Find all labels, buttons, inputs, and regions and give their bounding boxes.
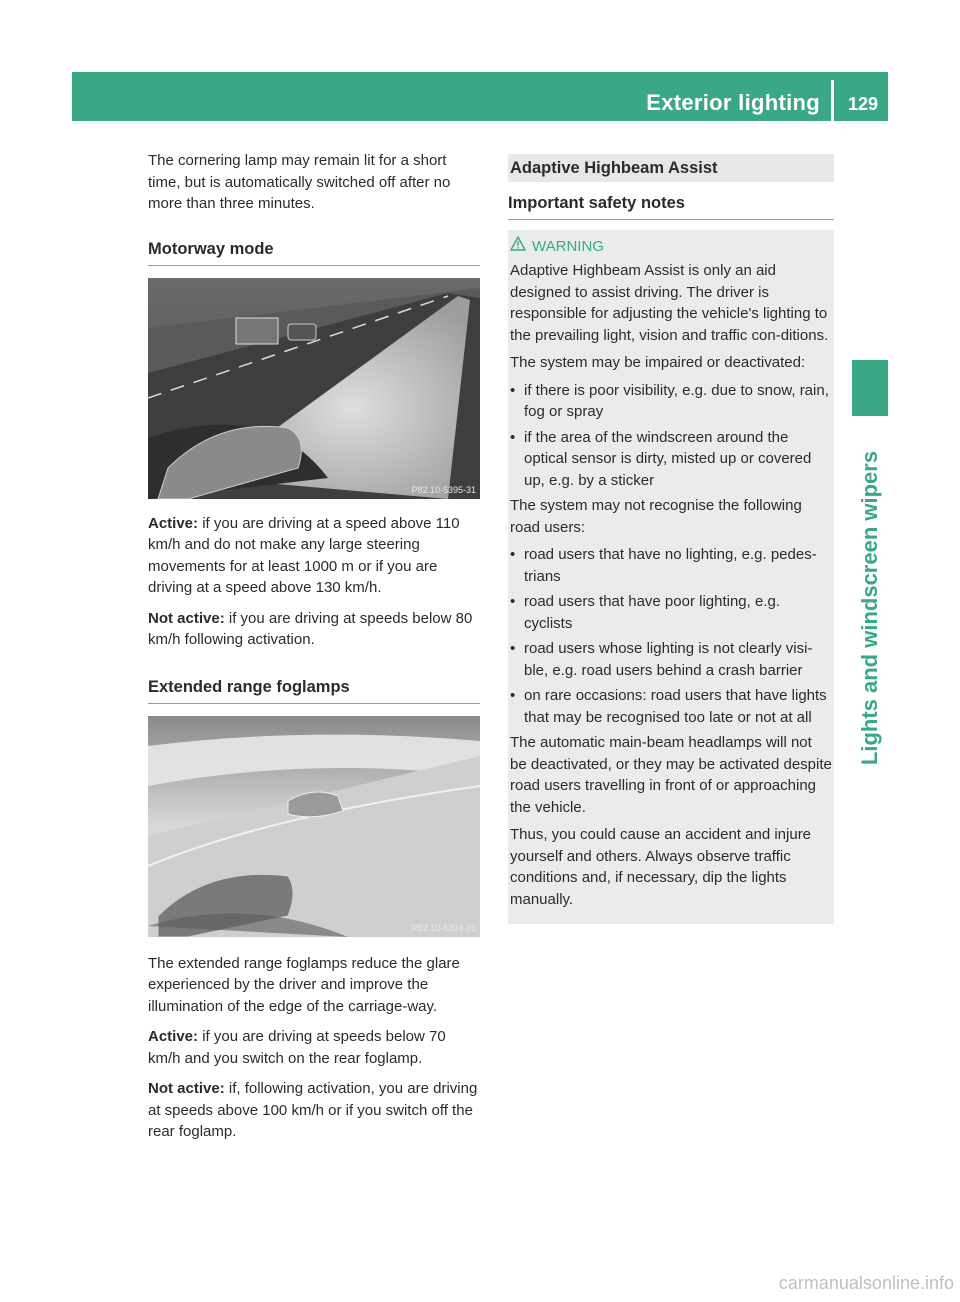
motorway-mode-illustration	[148, 278, 480, 499]
warning-paragraph: The system may be impaired or deactivated:	[510, 354, 806, 371]
page-header	[72, 72, 888, 121]
side-tab-label: Lights and windscreen wipers	[857, 450, 882, 766]
figure-code: P82.10-5395-31	[411, 484, 476, 495]
warning-header	[510, 236, 832, 256]
chapter-title: Exterior lighting	[646, 90, 820, 115]
motorway-active-text: Active: if you are driving at a speed above 110 km/h and do not make any large steering movements for at least 1000 m or if you are driving at a speed above 130 km/h.	[148, 514, 460, 596]
foglamps-active-text: Active: if you are driving at speeds below 70 km/h and you switch on the rear foglamp.	[148, 1028, 446, 1067]
list-item: • road users that have poor lighting, e.g. cyclists	[510, 591, 832, 634]
safety-notes-heading: Important safety notes	[508, 194, 834, 220]
list-item: • on rare occasions: road users that have lights that may be recognised too late or not at all	[510, 685, 832, 728]
watermark: carmanualsonline.info	[778, 1273, 954, 1293]
section-title-bar	[508, 154, 834, 182]
figure-code: P82.10-5394-31	[411, 922, 476, 933]
foglamps-illustration	[148, 716, 480, 937]
cornering-lamp-text: The cornering lamp may remain lit for a short time, but is automatically switched off after no more than three minutes.	[148, 152, 451, 212]
warning-box	[508, 230, 834, 924]
warning-paragraph: The automatic main-beam headlamps will not be deactivated, or they may be activated despite road users travelling in front of or approaching the vehicle.	[510, 734, 832, 816]
warning-triangle-icon	[510, 236, 526, 256]
warning-paragraph: Adaptive Highbeam Assist is only an aid designed to assist driving. The driver is responsible for adjusting the vehicle's lighting to the prevailing light, vision and traffic con-ditions.	[510, 262, 829, 344]
list-item: • road users whose lighting is not clearly visi-ble, e.g. road users behind a crash barrier	[510, 638, 832, 681]
warning-title: WARNING	[532, 237, 604, 255]
foglamps-description: The extended range foglamps reduce the glare experienced by the driver and improve the illumination of the edge of the carriage-way.	[148, 954, 460, 1015]
motorway-mode-heading: Motorway mode	[148, 240, 480, 266]
left-column	[148, 150, 480, 1152]
header-divider	[831, 80, 834, 121]
warning-paragraph: Thus, you could cause an accident and injure yourself and others. Always observe traffic conditions and, if necessary, dip the lights manually.	[510, 826, 812, 908]
warning-paragraph: The system may not recognise the following road users:	[510, 497, 802, 536]
page-number: 129	[847, 94, 878, 114]
list-item: • if there is poor visibility, e.g. due to snow, rain, fog or spray	[510, 380, 832, 423]
foglamps-not-active-text: Not active: if, following activation, you are driving at speeds above 100 km/h or if you switch off the rear foglamp.	[148, 1080, 478, 1140]
right-column	[508, 154, 834, 924]
section-title: Adaptive Highbeam Assist	[510, 159, 718, 177]
list-item: • road users that have no lighting, e.g. pedes-trians	[510, 544, 832, 587]
side-tab-marker	[852, 360, 888, 416]
motorway-not-active-text: Not active: if you are driving at speeds below 80 km/h following activation.	[148, 609, 473, 648]
road-users-list	[510, 544, 832, 728]
extended-foglamps-heading: Extended range foglamps	[148, 678, 480, 704]
impairment-list	[510, 380, 832, 492]
list-item: • if the area of the windscreen around the optical sensor is dirty, misted up or covered up, e.g. by a sticker	[510, 427, 832, 492]
